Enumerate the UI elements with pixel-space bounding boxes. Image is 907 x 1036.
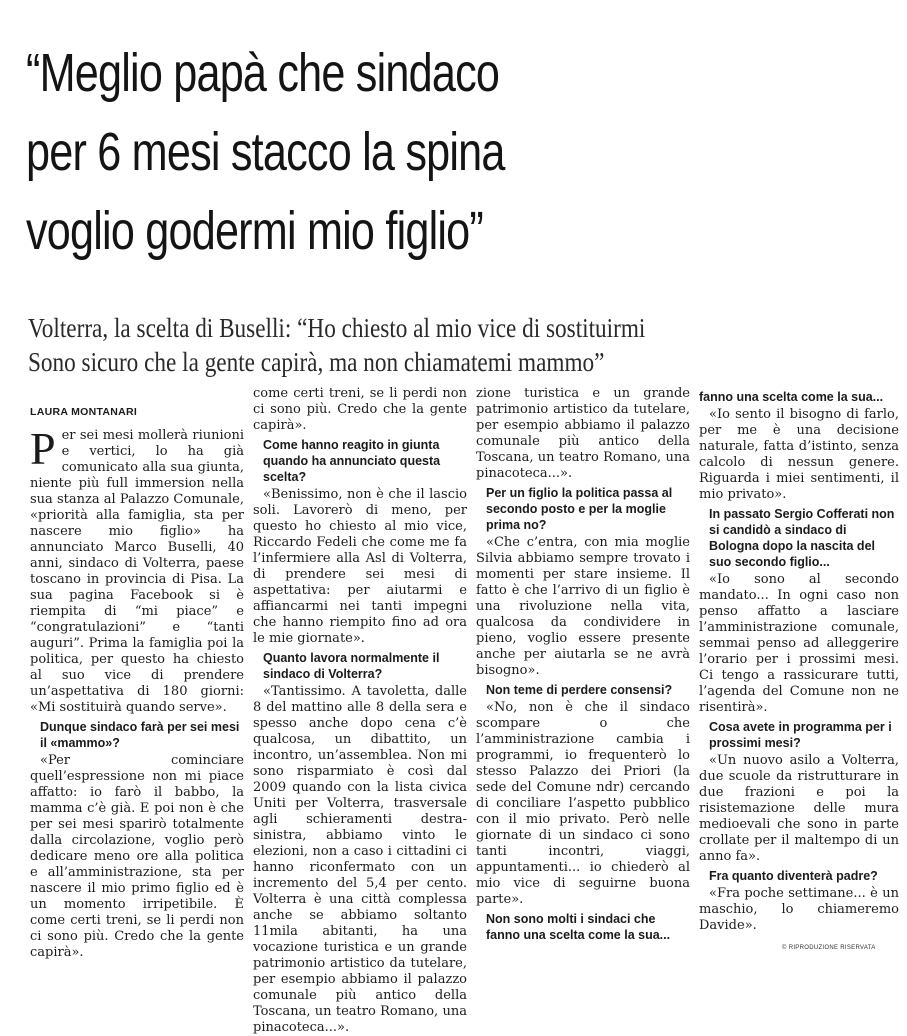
answer-7: «Io sono al secondo mandato... In ogni caso non penso affatto a lasciare l’amministrazione comunale, semmai penso ad alleggerire l’orario per i prossimi mesi. Ci tengo a rassicurare tutti, l’agenda del Comune non ne risentirà». [699,572,899,715]
article-intro [30,423,244,716]
question-3: Quanto lavora normalmente il sindaco di Volterra? [263,651,440,681]
answer-4: «Che c’entra, con mia moglie Silvia abbiamo sempre trovato i momenti per stare insieme. Il fatto è che l’arrivo di un figlio è una rivoluzione nella vita, qualcosa da condividere in pieno, voglio essere presente anche per aiutarla se ne avrà bisogno». [476,535,690,678]
subheadline [28,311,768,379]
answer-9: «Fra poche settimane... è un maschio, lo chiameremo Davide». [699,886,899,933]
article-column-3 [476,386,690,942]
answer-8: «Un nuovo asilo a Volterra, due scuole da ristrutturare in due frazioni e poi la risistemazione delle mura medioevali che sono in parte crollate per il maltempo di un anno fa». [699,753,899,864]
article-column-1 [30,386,244,977]
byline: LAURA MONTANARI [30,406,138,418]
question-9: Fra quanto diventerà padre? [709,869,878,883]
intro-text: er sei mesi mollerà riunioni e vertici, lo ha già comunicato alla sua giunta, niente più full immersion nella sua stanza al Palazzo Comunale, «priorità alla famiglia, sta per nascere mio figlio» ha annunciato Marco Buselli, 40 anni, sindaco di Volterra, paese toscano in provincia di Pisa. La sua pagina Facebook si è riempita di “mi piace” e “congratulazioni” e “tanti auguri”. Prima la famiglia poi la politica, per questo ha chiesto al suo vice di prendere un’aspettativa di 180 giorni: «Mi sostituirà quando serve». [30,428,244,715]
answer-3: «Tantissimo. A tavoletta, dalle 8 del mattino alle 8 della sera e spesso anche dopo cena c’è qualcosa, un dibattito, un incontro, un’assemblea. Non mi sono risparmiato è così dal 2009 quando con la lista civica Uniti per Volterra, trasversale agli schieramenti destra-sinistra, abbiamo vinto le elezioni, non a caso i cittadini ci hanno riconfermato con un incremento del 5,4 per cento. Volterra è una città complessa anche se abbiamo soltanto 11mila abitanti, ha una vocazione turistica e un grande patrimonio artistico da tutelare, per esempio abbiamo il palazzo comunale più antico della Toscana, un teatro Romano, una pinacoteca...». [253,684,467,1035]
answer-3-continued: zione turistica e un grande patrimonio artistico da tutelare, per esempio abbiamo il palazzo comunale più antico della Toscana, un teatro Romano, una pinacoteca...». [476,386,690,481]
headline-line-2: per 6 mesi stacco la spina [26,122,505,182]
question-6: Non sono molti i sindaci che fanno una scelta come la sua... [486,912,671,942]
drop-cap: P [30,423,56,474]
question-7: In passato Sergio Cofferati non si candidò a sindaco di Bologna dopo la nascita del suo secondo figlio... [709,507,895,569]
subheadline-line-1: Volterra, la scelta di Buselli: “Ho chiesto al mio vice di sostituirmi [28,313,646,343]
headline [26,34,722,271]
question-1: Dunque sindaco farà per sei mesi il «mammo»? [40,720,240,750]
question-6-continued: fanno una scelta come la sua... [699,390,884,404]
subheadline-line-2: Sono sicuro che la gente capirà, ma non chiamatemi mammo” [28,347,605,377]
question-4: Per un figlio la politica passa al secondo posto e per la moglie prima no? [486,486,673,532]
question-8: Cosa avete in programma per i prossimi mesi? [709,720,892,750]
copyright-notice: © RIPRODUZIONE RISERVATA [782,945,876,951]
question-2: Come hanno reagito in giunta quando ha annunciato questa scelta? [263,438,441,484]
answer-1-continued: come certi treni, se li perdi non ci sono più. Credo che la gente capirà». [253,386,467,433]
answer-1: «Per cominciare quell’espressione non mi piace affatto: io farò il babbo, la mamma c’è già. E poi non è che per sei mesi sparirò totalmente dalla circolazione, voglio però dedicare meno ore alla politica e all’amministrazione, sta per nascere il mio primo figlio ed è un momento irripetibile. È come certi treni, se li perdi non ci sono più. Credo che la gente capirà». [30,753,244,960]
answer-2: «Benissimo, non è che il lascio soli. Lavorerò di meno, per questo ho chiesto al mio vice, Riccardo Fedeli che come me fa l’infermiere alla Asl di Volterra, di prendere sei mesi di aspettativa: per aiutarmi e affiancarmi nei tanti impegni che hanno riempito fino ad ora le mie giornate». [253,487,467,646]
article-column-4 [699,386,899,934]
headline-line-1: “Meglio papà che sindaco [26,43,500,103]
headline-line-3: voglio godermi mio figlio” [26,201,483,261]
question-5: Non teme di perdere consensi? [486,683,673,697]
answer-6: «Io sento il bisogno di farlo, per me è una decisione naturale, fatta d’istinto, senza calcolo di nessun genere. Riguarda i miei sentimenti, il mio privato». [699,407,899,502]
answer-5: «No, non è che il sindaco scompare o che l’amministrazione cambia i programmi, io frequenterò lo stesso Palazzo dei Priori (la sede del Comune ndr) cercando di conciliare l’aspetto pubblico con il mio privato. Però nelle giornate di un sindaco ci sono tanti incontri, viaggi, appuntamenti... io chiederò al mio vice di seguirne buona parte». [476,700,690,907]
article-column-2 [253,386,467,1035]
